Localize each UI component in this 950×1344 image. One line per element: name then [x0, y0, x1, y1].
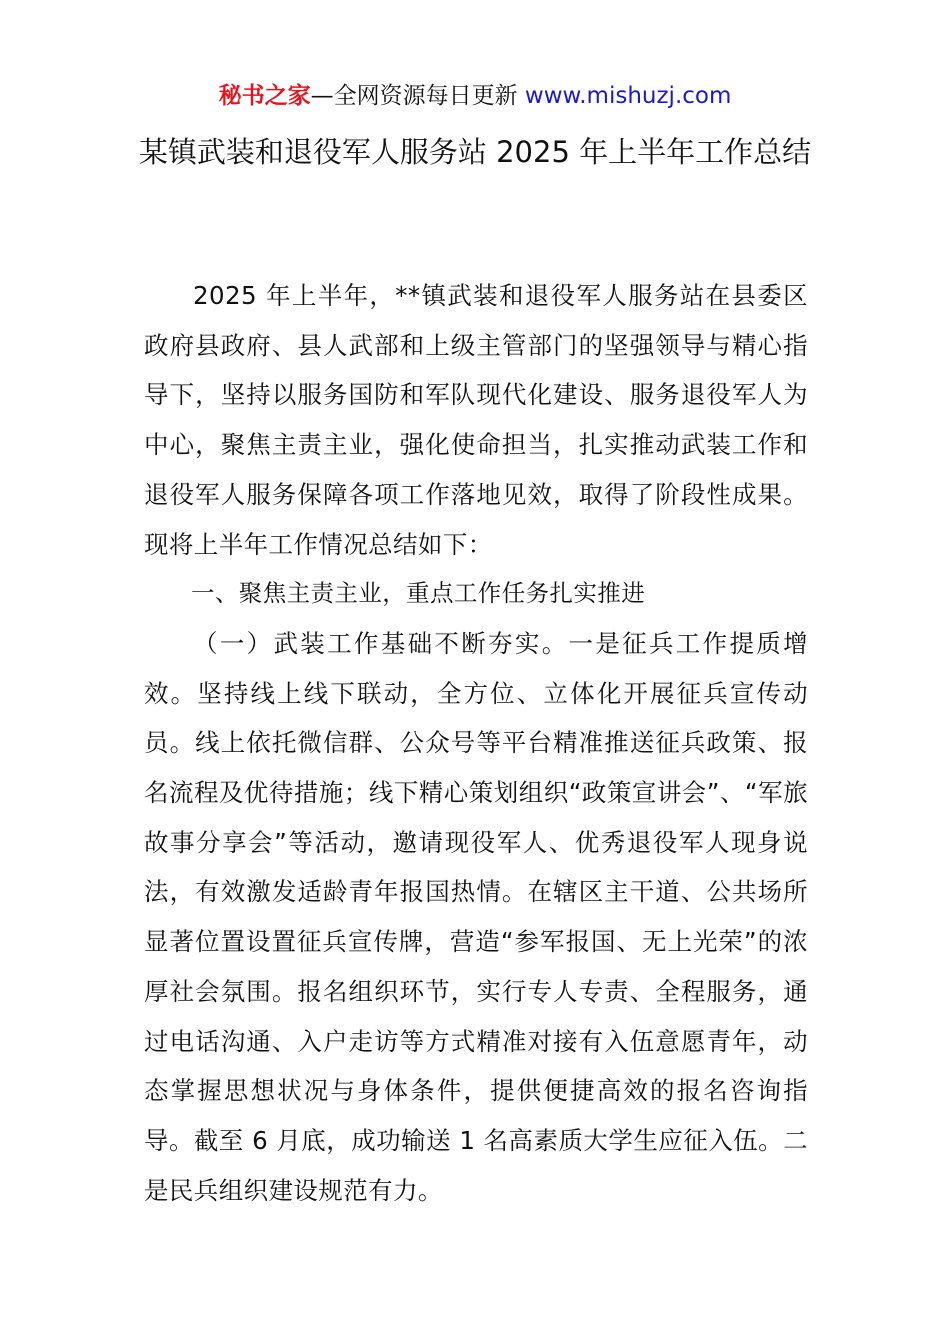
site-header	[0, 80, 950, 112]
site-tagline: —全网资源每日更新	[310, 83, 518, 109]
document-title: 某镇武装和退役军人服务站 2025 年上半年工作总结	[138, 135, 812, 169]
site-brand: 秘书之家	[218, 83, 311, 109]
site-url-link[interactable]: www.mishuzj.com	[524, 83, 732, 109]
body-paragraph: （一）武装工作基础不断夯实。一是征兵工作提质增效。坚持线上线下联动，全方位、立体化开展征兵宣传动员。线上依托微信群、公众号等平台精准推送征兵政策、报名流程及优待措施；线下精心策划组织“政策宣讲会”、“军旅故事分享会”等活动，邀请现役军人、优秀退役军人现身说法，有效激发适龄青年报国热情。在辖区主干道、公共场所显著位置设置征兵宣传牌，营造“参军报国、无上光荣”的浓厚社会氛围。报名组织环节，实行专人专责、全程服务，通过电话沟通、入户走访等方式精准对接有入伍意愿青年，动态掌握思想状况与身体条件，提供便捷高效的报名咨询指导。截至 6 月底，成功输送 1 名高素质大学生应征入伍。二是民兵组织建设规范有力。	[144, 628, 808, 1205]
intro-paragraph: 2025 年上半年，**镇武装和退役军人服务站在县委区政府县政府、县人武部和上级主管部门的坚强领导与精心指导下，坚持以服务国防和军队现代化建设、服务退役军人为中心，聚焦主责主业，强化使命担当，扎实推动武装工作和退役军人服务保障各项工作落地见效，取得了阶段性成果。现将上半年工作情况总结如下：	[144, 281, 808, 559]
document-body	[144, 271, 808, 1215]
section-heading: 一、聚焦主责主业，重点工作任务扎实推进	[191, 579, 646, 608]
